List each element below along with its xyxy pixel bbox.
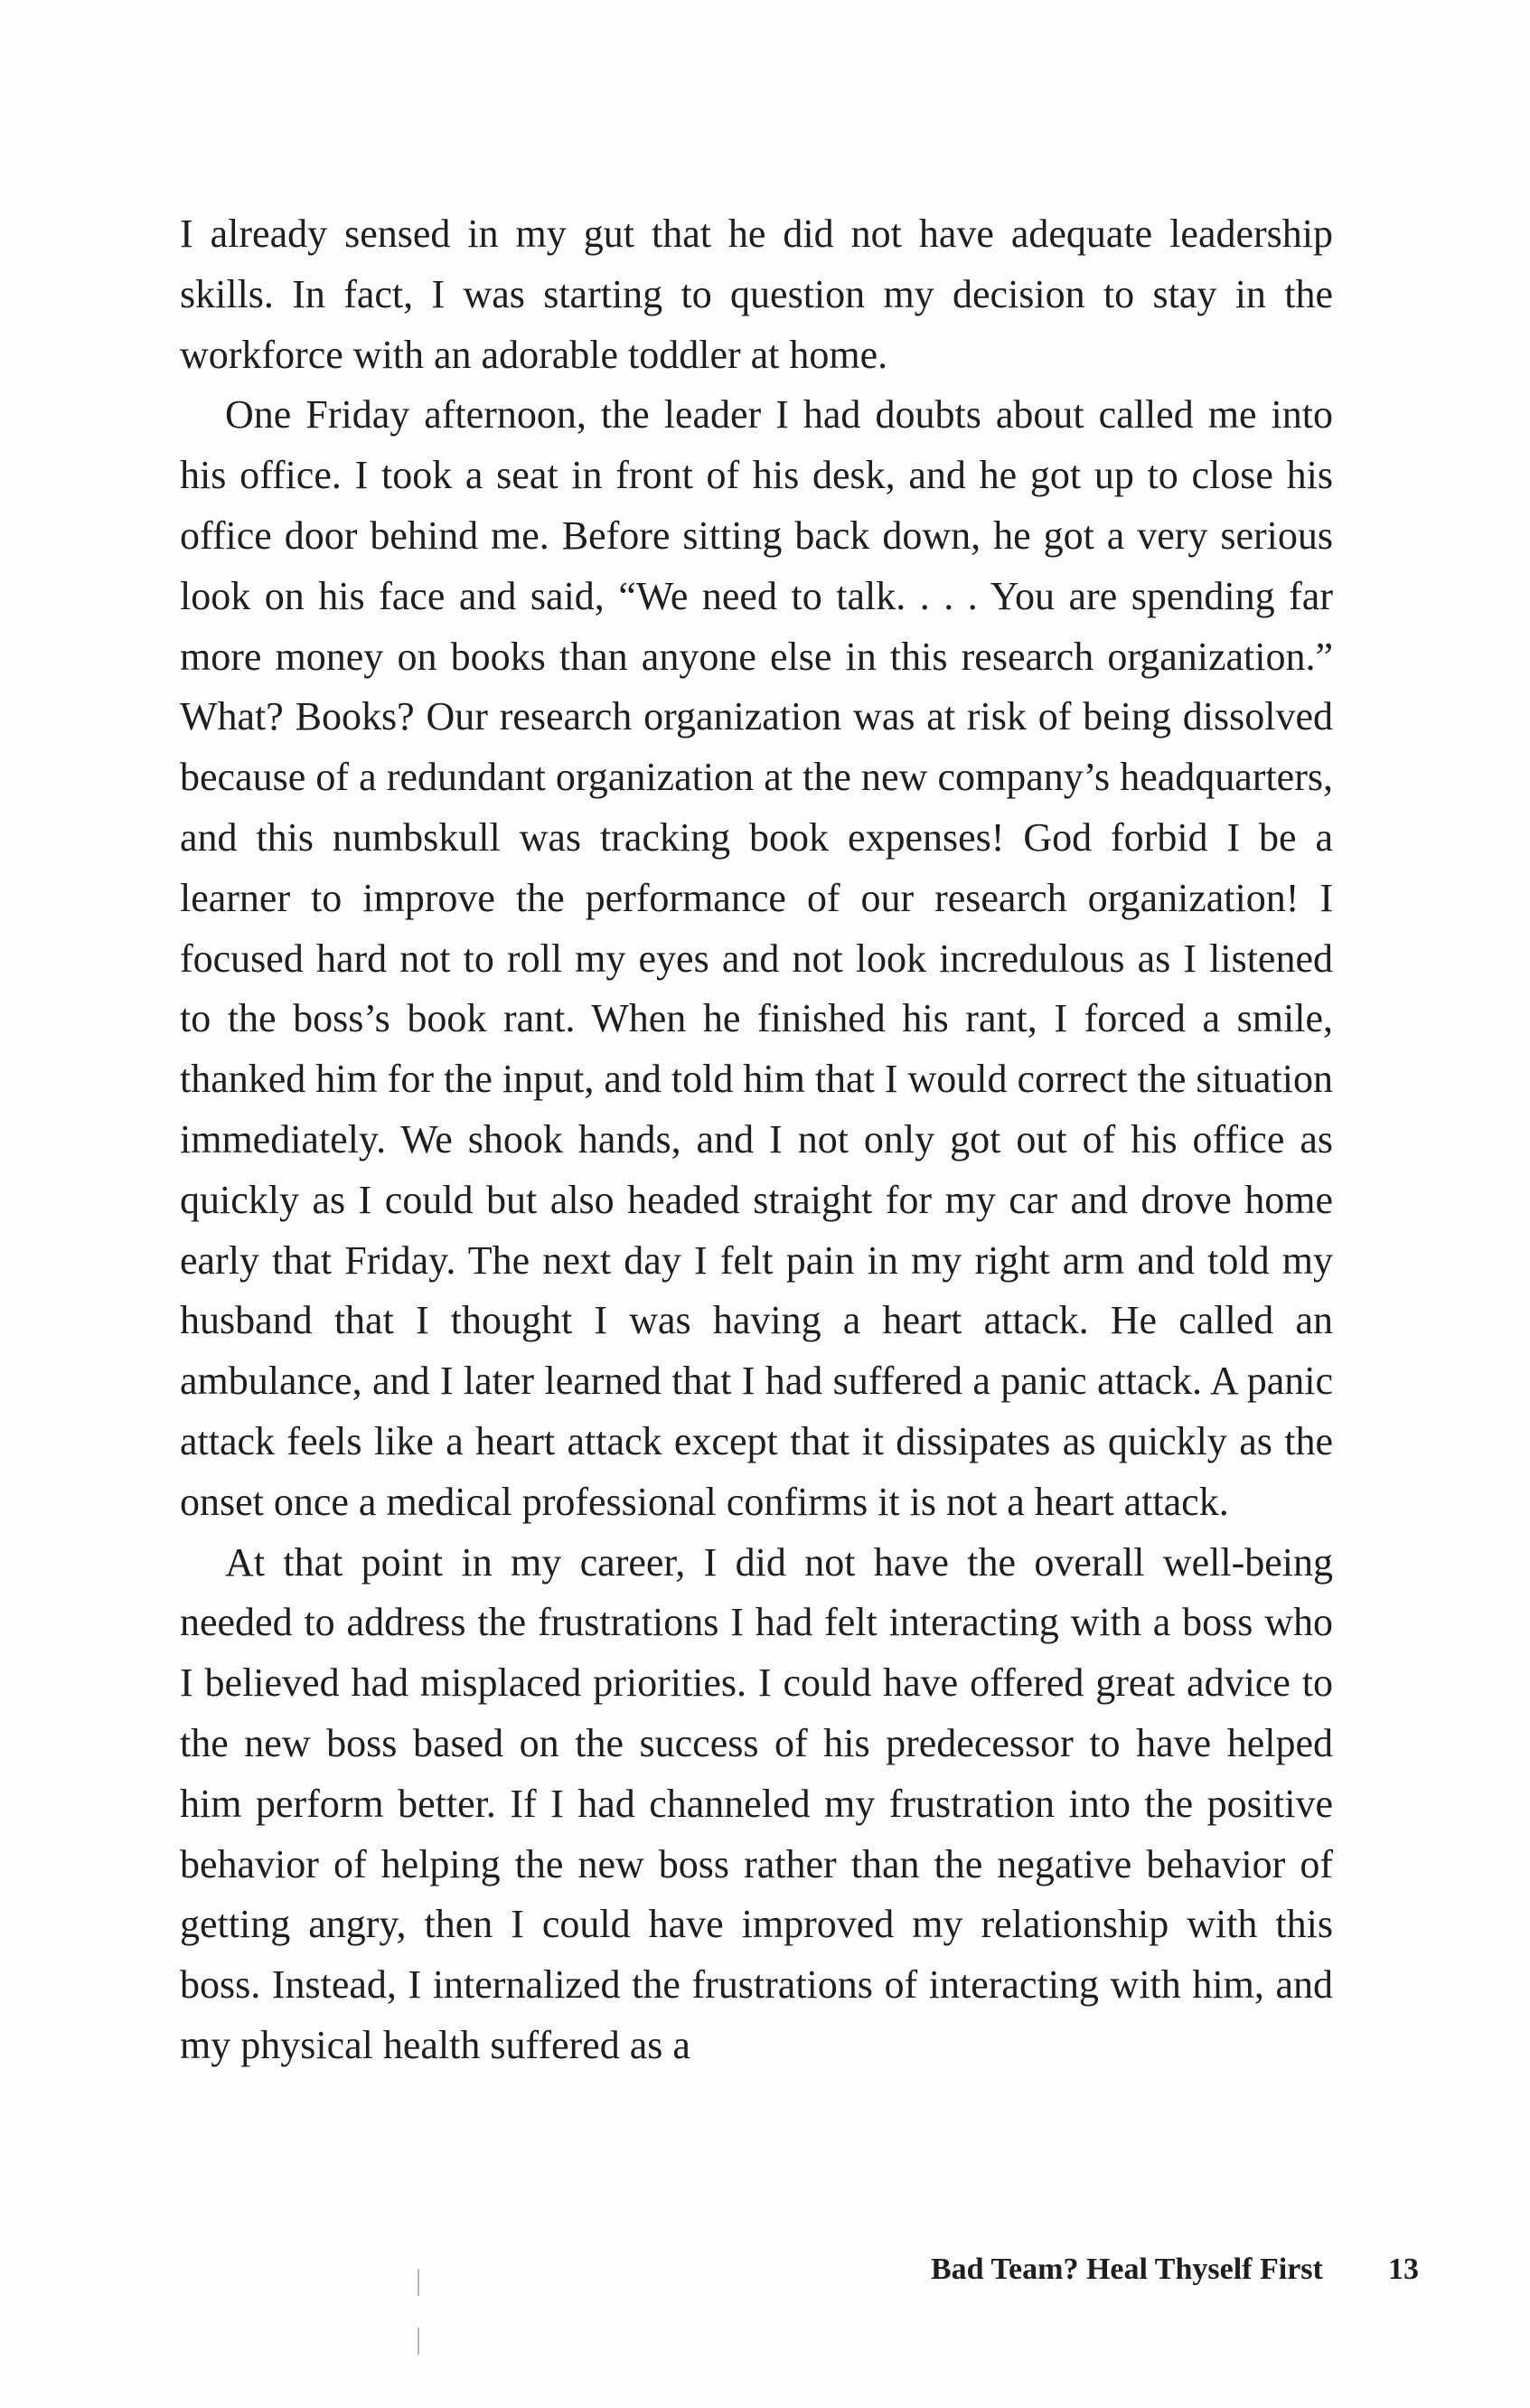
scan-artifact-line [418,2328,419,2355]
running-footer-title: Bad Team? Heal Thyself First [931,2253,1323,2286]
page-number: 13 [1388,2253,1419,2286]
body-text [180,204,1333,2076]
scan-artifact-line [418,2269,419,2296]
paragraph-3: At that point in my career, I did not have the overall well-being needed to address the frustrations I had felt interacting with a boss who I believed had misplaced priorities. I could have offered great advice to the new boss based on the success of his predecessor to have helped him perform better. If I had channeled my frustration into the positive behavior of helping the new boss rather than the negative behavior of getting angry, then I could have improved my relationship with this boss. Instead, I internalized the frustrations of interacting with him, and my physical health suffered as a [180,1539,1333,2067]
paragraph-2: One Friday afternoon, the leader I had doubts about called me into his office. I took a seat in front of his desk, and he got up to close his office door behind me. Before sitting back down, he got a very serious look on his face and said, “We need to talk. . . . You are spending far more money on books than anyone else in this research organization.” What? Books? Our research organization was at risk of being dissolved because of a redundant organization at the new company’s headquarters, and this numbskull was tracking book expenses! God forbid I be a learner to improve the performance of our research organization! I focused hard not to roll my eyes and not look incredulous as I listened to the boss’s book rant. When he finished his rant, I forced a smile, thanked him for the input, and told him that I would correct the situation immediately. We shook hands, and I not only got out of his office as quickly as I could but also headed straight for my car and drove home early that Friday. The next day I felt pain in my right arm and told my husband that I thought I was having a heart attack. He called an ambulance, and I later learned that I had suffered a panic attack. A panic attack feels like a heart attack except that it dissipates as quickly as the onset once a medical professional confirms it is not a heart attack. [180,392,1333,1524]
paragraph-1: I already sensed in my gut that he did not have adequate leadership skills. In fact, I was starting to question my decision to stay in the workforce with an adorable toddler at home. [180,212,1333,377]
